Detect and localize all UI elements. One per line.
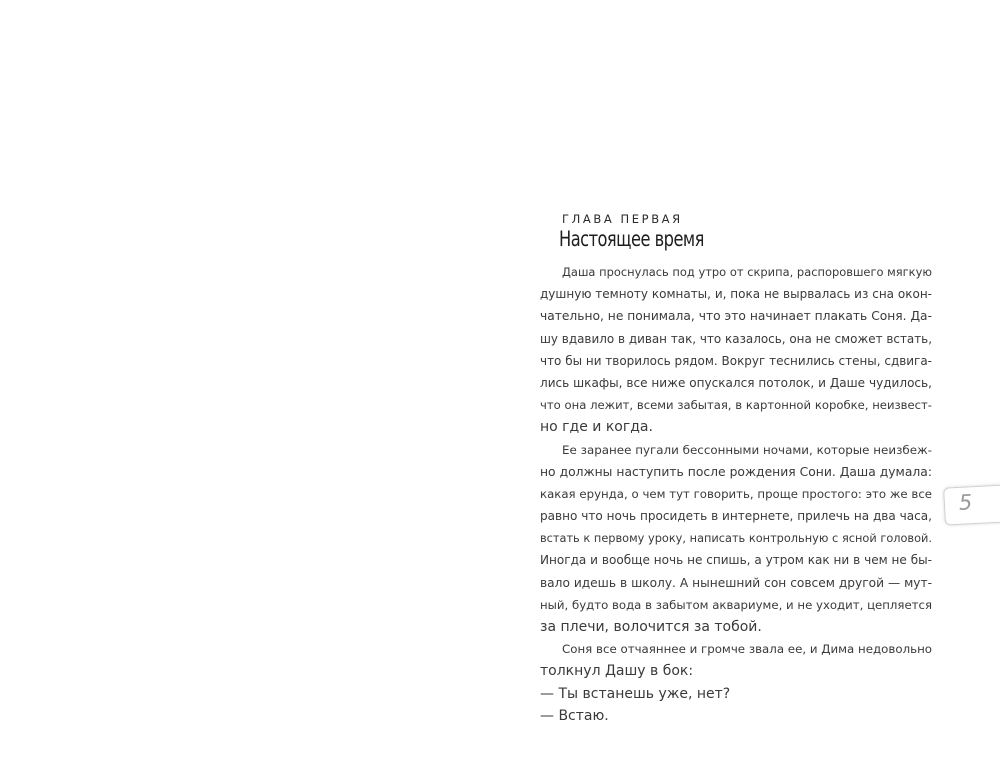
text-line: встать к первому уроку, написать контрольную с ясной головой.	[540, 531, 932, 546]
text-line: шу вдавило в диван так, что казалось, она не сможет встать,	[540, 331, 932, 346]
text-line: чательно, не понимала, что это начинает плакать Соня. Да-	[540, 309, 932, 324]
text-line: что она лежит, всеми забытая, в картонной коробке, неизвест-	[540, 398, 932, 413]
text-line: Ее заранее пугали бессонными ночами, которые неизбеж-	[562, 442, 932, 457]
text-line: Даша проснулась под утро от скрипа, распоровшего мягкую	[562, 265, 932, 279]
dialogue-line: — Встаю.	[540, 707, 609, 724]
text-line: вало идешь в школу. А нынешний сон совсем другой — мут-	[540, 575, 932, 590]
text-line: равно что ночь просидеть в интернете, прилечь на два часа,	[540, 509, 932, 524]
text-line: душную темноту комнаты, и, пока не вырвалась из сна окон-	[540, 287, 932, 302]
text-line: какая ерунда, о чем тут говорить, проще простого: это же все	[540, 486, 932, 501]
text-line: что бы ни творилось рядом. Вокруг теснились стены, сдвига-	[540, 353, 932, 368]
chapter-label: ГЛАВА ПЕРВАЯ	[562, 212, 683, 226]
body-text	[540, 261, 932, 727]
page-number-tab	[943, 484, 1000, 525]
text-line: лись шкафы, все ниже опускался потолок, и Даше чудилось,	[540, 375, 932, 390]
text-line: толкнул Дашу в бок:	[540, 663, 694, 680]
text-line: Соня все отчаяннее и громче звала ее, и Дима недовольно	[562, 642, 932, 657]
text-line: ный, будто вода в забытом аквариуме, и не уходит, цепляется	[540, 597, 932, 612]
text-line: за плечи, волочится за тобой.	[540, 619, 762, 635]
text-line: но должны наступить после рождения Сони. Даша думала:	[540, 464, 932, 479]
chapter-title: Настоящее время	[559, 227, 704, 251]
page-number: 5	[958, 490, 973, 515]
text-line: Иногда и вообще ночь не спишь, а утром как ни в чем не бы-	[540, 553, 932, 568]
text-line: но где и когда.	[540, 419, 653, 436]
dialogue-line: — Ты встанешь уже, нет?	[540, 685, 731, 702]
